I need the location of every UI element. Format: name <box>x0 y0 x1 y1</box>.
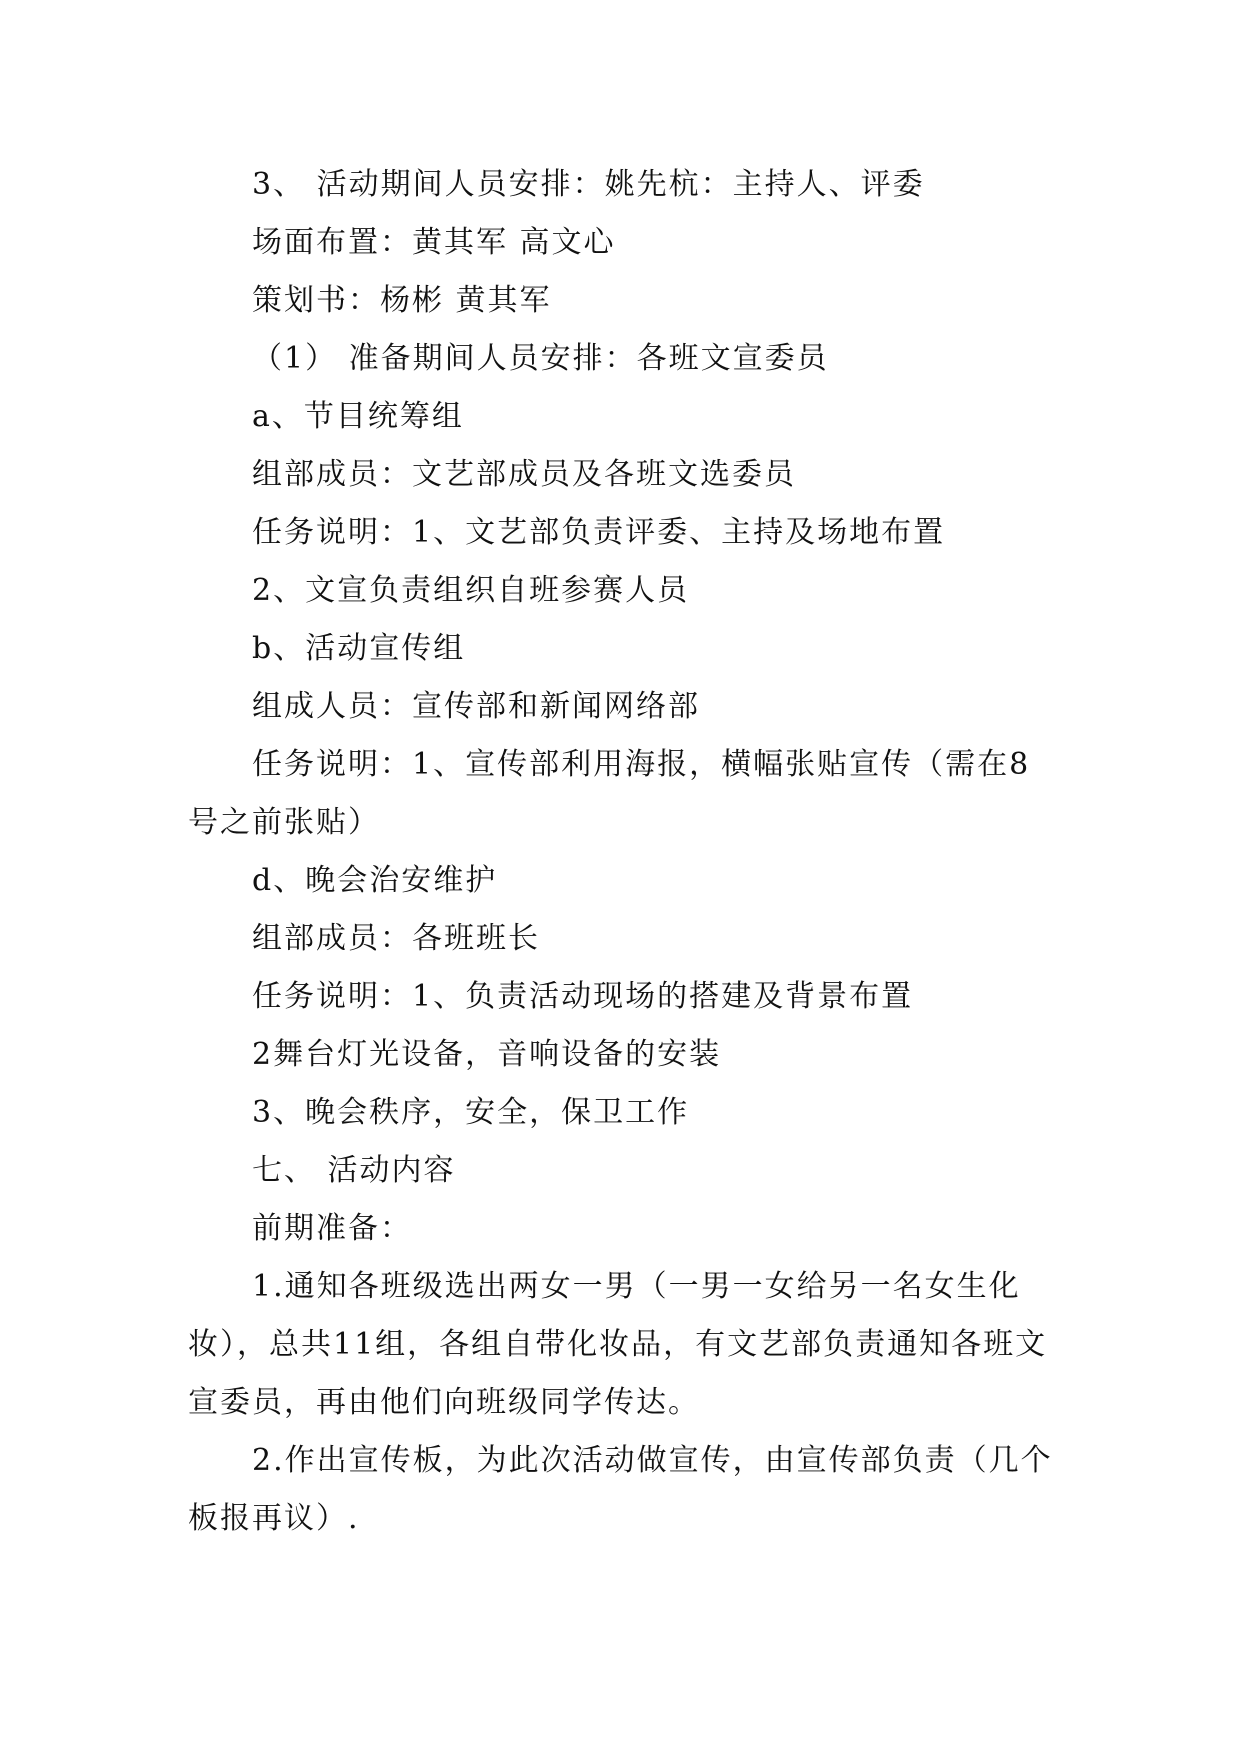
paragraph: 1.通知各班级选出两女一男（一男一女给另一名女生化妆），总共11组，各组自带化妆品，有文艺部负责通知各班文宣委员，再由他们向班级同学传达。 <box>188 1269 1048 1420</box>
paragraph: 任务说明：1、负责活动现场的搭建及背景布置 <box>252 979 914 1014</box>
paragraph: 组部成员：文艺部成员及各班文选委员 <box>252 457 796 492</box>
paragraph: 3、 活动期间人员安排：姚先杭：主持人、评委 <box>252 167 925 202</box>
paragraph: b、活动宣传组 <box>252 631 466 666</box>
paragraph: d、晚会治安维护 <box>252 863 498 898</box>
paragraph: 2.作出宣传板，为此次活动做宣传，由宣传部负责（几个板报再议）. <box>188 1443 1053 1536</box>
paragraph: 2舞台灯光设备，音响设备的安装 <box>252 1037 722 1072</box>
paragraph: 场面布置：黄其军 高文心 <box>252 225 616 260</box>
paragraph: a、节目统筹组 <box>252 399 464 434</box>
paragraph: 策划书：杨彬 黄其军 <box>252 283 552 318</box>
paragraph: 任务说明：1、文艺部负责评委、主持及场地布置 <box>252 515 946 550</box>
paragraph: 3、晚会秩序，安全，保卫工作 <box>252 1095 690 1130</box>
paragraph: （1） 准备期间人员安排：各班文宣委员 <box>252 341 829 376</box>
paragraph: 前期准备： <box>252 1211 412 1246</box>
paragraph: 组成人员：宣传部和新闻网络部 <box>252 689 700 724</box>
paragraph: 2、文宣负责组织自班参赛人员 <box>252 573 690 608</box>
paragraph: 组部成员：各班班长 <box>252 921 540 956</box>
document-body <box>188 156 1053 1548</box>
paragraph: 任务说明：1、宣传部利用海报，横幅张贴宣传（需在8号之前张贴） <box>188 747 1031 840</box>
paragraph: 七、 活动内容 <box>252 1153 456 1188</box>
